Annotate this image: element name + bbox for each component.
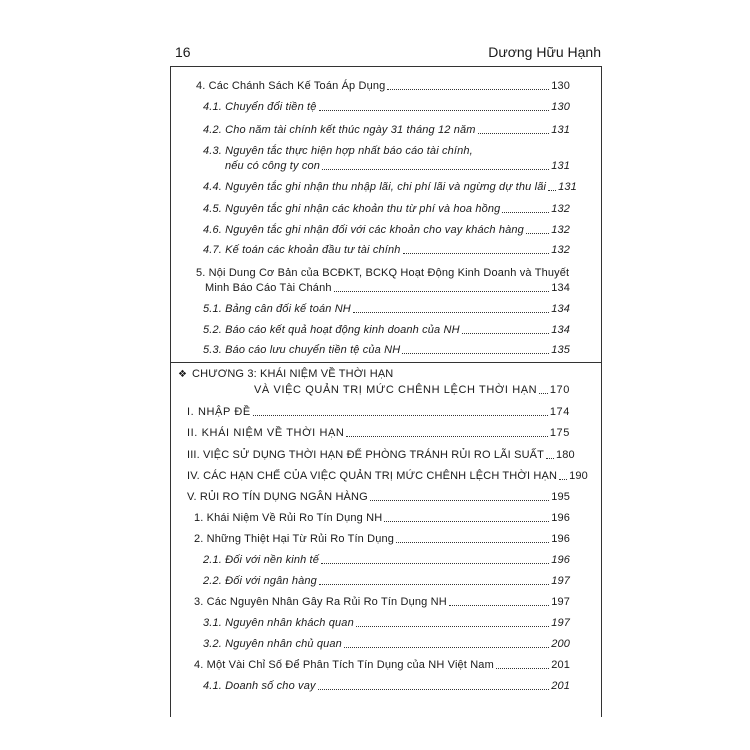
toc-entry-5-1: 5.1. Bảng cân đối kế toán NH 134	[203, 303, 570, 315]
toc-entry-IV: IV. CÁC HẠN CHẾ CỦA VIỆC QUẢN TRỊ MỨC CHÊNH LỆCH THỜI HẠN 190	[187, 470, 588, 482]
toc-entry-V-3-2: 3.2. Nguyên nhân chủ quan 200	[203, 638, 570, 650]
toc-entry-4-3-line1: 4.3. Nguyên tắc thực hiện hợp nhất báo cáo tài chính,	[203, 145, 473, 157]
right-border-line	[601, 67, 602, 717]
toc-entry-4-6: 4.6. Nguyên tắc ghi nhận đối với các khoản cho vay khách hàng 132	[203, 224, 570, 236]
toc-entry-4: 4. Các Chánh Sách Kế Toán Áp Dụng 130	[196, 80, 570, 92]
toc-entry-V-3-1: 3.1. Nguyên nhân khách quan 197	[203, 617, 570, 629]
chapter-title-line1: CHƯƠNG 3: KHÁI NIỆM VỀ THỜI HẠN	[192, 368, 394, 380]
chapter-title-line2: VÀ VIỆC QUẢN TRỊ MỨC CHÊNH LỆCH THỜI HẠN 170	[254, 384, 570, 396]
section-divider	[170, 362, 602, 363]
page-number: 16	[175, 44, 191, 60]
toc-entry-V: V. RỦI RO TÍN DỤNG NGÂN HÀNG 195	[187, 491, 570, 503]
toc-entry-V-4-1: 4.1. Doanh số cho vay 201	[203, 680, 570, 692]
toc-entry-5-line1: 5. Nội Dung Cơ Bản của BCĐKT, BCKQ Hoạt Động Kinh Doanh và Thuyết	[196, 267, 570, 279]
toc-entry-4-3: nếu có công ty con 131	[225, 160, 570, 172]
toc-entry-V-2: 2. Những Thiệt Hại Từ Rủi Ro Tín Dụng 196	[194, 533, 570, 545]
toc-entry-V-4: 4. Một Vài Chỉ Số Để Phân Tích Tín Dụng của NH Việt Nam 201	[194, 659, 570, 671]
toc-entry-5-2: 5.2. Báo cáo kết quả hoạt động kinh doanh của NH 134	[203, 324, 570, 336]
toc-entry-V-1: 1. Khái Niệm Về Rủi Ro Tín Dụng NH 196	[194, 512, 570, 524]
toc-entry-4-2: 4.2. Cho năm tài chính kết thúc ngày 31 tháng 12 năm 131	[203, 124, 570, 136]
toc-entry-5-3: 5.3. Báo cáo lưu chuyển tiền tệ của NH 135	[203, 344, 570, 356]
toc-entry-III: III. VIỆC SỬ DỤNG THỜI HẠN ĐỂ PHÒNG TRÁNH RỦI RO LÃI SUẤT 180	[187, 449, 575, 461]
toc-entry-II: II. KHÁI NIỆM VỀ THỜI HẠN 175	[187, 427, 570, 439]
diamond-bullet-icon: ❖	[178, 369, 187, 380]
header-rule	[170, 66, 602, 67]
toc-entry-V-2-2: 2.2. Đối với ngân hàng 197	[203, 575, 570, 587]
toc-entry-V-2-1: 2.1. Đối với nền kinh tế 196	[203, 554, 570, 566]
left-border-line	[170, 67, 171, 717]
page-header	[175, 44, 601, 66]
toc-entry-4-7: 4.7. Kế toán các khoản đầu tư tài chính 132	[203, 244, 570, 256]
toc-entry-V-3: 3. Các Nguyên Nhân Gây Ra Rủi Ro Tín Dụng NH 197	[194, 596, 570, 608]
toc-entry-4-5: 4.5. Nguyên tắc ghi nhận các khoản thu từ phí và hoa hồng 132	[203, 203, 570, 215]
running-header-author: Dương Hữu Hạnh	[488, 44, 601, 60]
toc-entry-I: I. NHẬP ĐỀ 174	[187, 406, 570, 418]
toc-entry-4-1: 4.1. Chuyển đổi tiền tệ 130	[203, 101, 570, 113]
toc-entry-4-4: 4.4. Nguyên tắc ghi nhận thu nhập lãi, chi phí lãi và ngừng dự thu lãi 131	[203, 181, 577, 193]
toc-entry-5: Minh Báo Cáo Tài Chánh 134	[205, 282, 570, 294]
